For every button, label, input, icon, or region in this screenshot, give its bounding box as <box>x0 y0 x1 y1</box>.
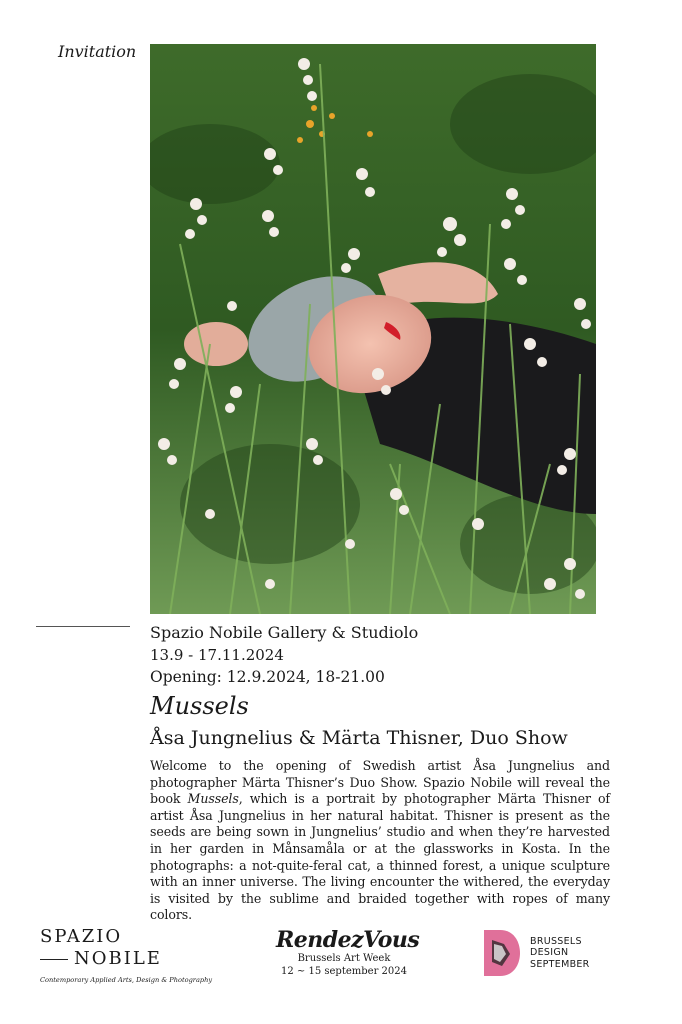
rendezvous-dates: 12 ~ 15 september 2024 <box>281 966 407 977</box>
invitation-label: Invitation <box>58 42 137 61</box>
venue-name: Spazio Nobile Gallery & Studiolo <box>150 623 419 642</box>
bds-text <box>530 936 590 971</box>
rendezvous-name: RendezVous <box>276 927 420 953</box>
divider-line <box>36 626 130 627</box>
spazio-nobile-logo <box>40 926 213 984</box>
exhibition-subtitle: Åsa Jungnelius & Märta Thisner, Duo Show <box>150 727 568 749</box>
spazio-logo-tagline: Contemporary Applied Arts, Design & Photography <box>40 976 213 984</box>
description-text-continued: , which is a portrait by photographer Märta Thisner of artist Åsa Jungnelius in her natural habitat. Thisner is present as the seeds are being sown in Jungnelius’ studio and when they’re harvested in her garden in Månsamåla or at the glassworks in Kosta. In the photographs: a not-quite-feral cat, a thinned forest, a unique sculpture with an inner universe. The living encounter the withered, the everyday is visited by the sublime and braided together with ropes of many colors. <box>150 791 610 923</box>
bds-d-logo-icon <box>482 928 522 978</box>
spazio-logo-line2: NOBILE <box>74 948 162 969</box>
opening-time: Opening: 12.9.2024, 18-21.00 <box>150 668 385 686</box>
bds-line1: BRUSSELS <box>530 935 582 947</box>
exhibition-dates: 13.9 - 17.11.2024 <box>150 646 284 664</box>
exhibition-description <box>150 758 610 924</box>
bds-line2: DESIGN <box>530 947 569 959</box>
spazio-logo-line1: SPAZIO <box>40 926 123 947</box>
exhibition-title: Mussels <box>150 692 249 720</box>
meadow-portrait-photo-icon <box>150 44 596 614</box>
description-book-title: Mussels <box>187 791 239 807</box>
rendezvous-logo <box>276 927 420 978</box>
description-text: Welcome to the opening of Swedish artist Åsa Jungnelius and photographer Märta Thisner’s Duo Show. Spazio Nobile will reveal the book <box>150 758 610 807</box>
event-photo <box>150 44 596 614</box>
spazio-logo-rule <box>40 959 68 960</box>
event-info <box>150 622 610 924</box>
rendezvous-subtitle: Brussels Art Week <box>297 953 391 964</box>
brussels-design-september-logo <box>482 928 590 978</box>
bds-line3: SEPTEMBER <box>530 958 590 970</box>
